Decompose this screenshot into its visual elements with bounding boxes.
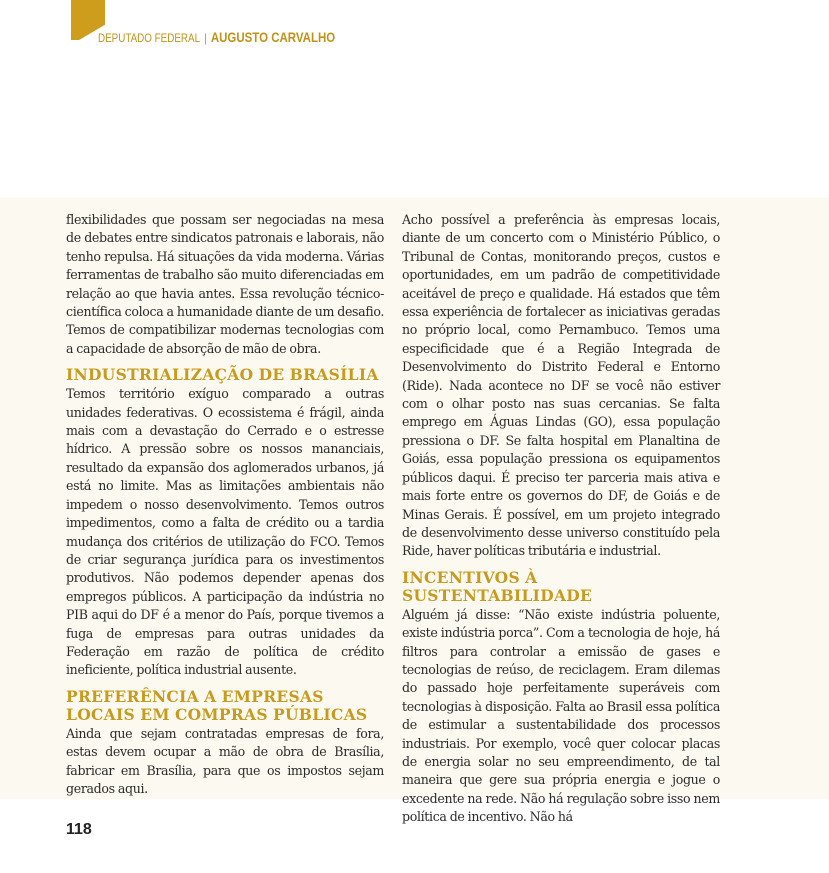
paragraph: flexibilidades que possam ser negociadas na mesa de debates entre sindicatos patronais e laborais, não tenho repulsa. Há situações da vida moderna. Várias ferramentas de trabalho são muito diferenciadas em relação ao que havia antes. Essa revolução técnico-científica coloca a humanidade diante de um desafio. Temos de compatibilizar modernas tecnologias com a capacidade de absorção de mão de obra.: [66, 212, 384, 356]
left-column: [66, 211, 384, 798]
paragraph: Acho possível a preferência às empresas locais, diante de um concerto com o Ministério Público, o Tribunal de Contas, monitorando preços, custos e oportunidades, em um padrão de competitividade aceitável de preço e qualidade. Há estados que têm essa experiência de fortalecer as iniciativas geradas no próprio local, como Pernambuco. Temos uma especificidade que é a Região Integrada de Desenvolvimento do Distrito Federal e Entorno (Ride). Nada acontece no DF se você não estiver com o olhar posto nas suas cercanias. Se falta emprego em Águas Lindas (GO), essa população pressiona o DF. Se falta hospital em Planaltina de Goiás, essa população pressiona os equipamentos públicos daqui. É preciso ter parceria mais ativa e mais forte entre os governos do DF, de Goiás e de Minas Gerais. É possível, em um projeto integrado de desenvolvimento desse universo constituído pela Ride, haver políticas tributária e industrial.: [402, 212, 720, 559]
right-column: [402, 211, 720, 827]
paragraph: Temos território exíguo comparado a outras unidades federativas. O ecossistema é frágil, ainda mais com a devastação do Cerrado e o estresse hídrico. A pressão sobre os nossos mananciais, resultado da expansão dos aglomerados urbanos, já está no limite. Mas as limitações ambientais não impedem o nosso desenvolvimento. Temos outros impedimentos, como a falta de crédito ou a tardia mudança dos critérios de utilização do FCO. Temos de criar segurança jurídica para os investimentos produtivos. Não podemos depender apenas dos empregos públicos. A participação da indústria no PIB aqui do DF é a menor do País, porque tivemos a fuga de empresas para outras unidades da Federação em razão de política de crédito ineficiente, política industrial ausente.: [66, 386, 384, 678]
paragraph: Alguém já disse: “Não existe indústria poluente, existe indústria porca”. Com a tecnologia de hoje, há filtros para controlar a emissão de gases e tecnologias de reúso, de reciclagem. Eram dilemas do passado hoje perfeitamente superáveis com tecnologias à disposição. Falta ao Brasil essa política de estimular a sustentabilidade dos processos industriais. Por exemplo, você quer colocar placas de energia solar no seu empreendimento, de tal maneira que gere sua própria energia e jogue o excedente na rede. Não há regulação sobre isso nem política de incentivo. Não há: [402, 606, 720, 825]
header-separator: |: [204, 31, 207, 45]
section-heading-preferencia: PREFERÊNCIA A EMPRESAS LOCAIS EM COMPRAS PÚBLICAS: [66, 686, 368, 724]
section-heading-industrializacao: INDUSTRIALIZAÇÃO DE BRASÍLIA: [66, 365, 379, 385]
running-header: [98, 29, 335, 45]
page-number: 118: [66, 821, 92, 838]
section-heading-incentivos: INCENTIVOS À SUSTENTABILIDADE: [402, 567, 593, 605]
paragraph: Ainda que sejam contratadas empresas de fora, estas devem ocupar a mão de obra de Brasília, fabricar em Brasília, para que os impostos sejam gerados aqui.: [66, 725, 384, 796]
header-role: DEPUTADO FEDERAL: [98, 31, 201, 45]
header-name: AUGUSTO CARVALHO: [210, 29, 336, 45]
